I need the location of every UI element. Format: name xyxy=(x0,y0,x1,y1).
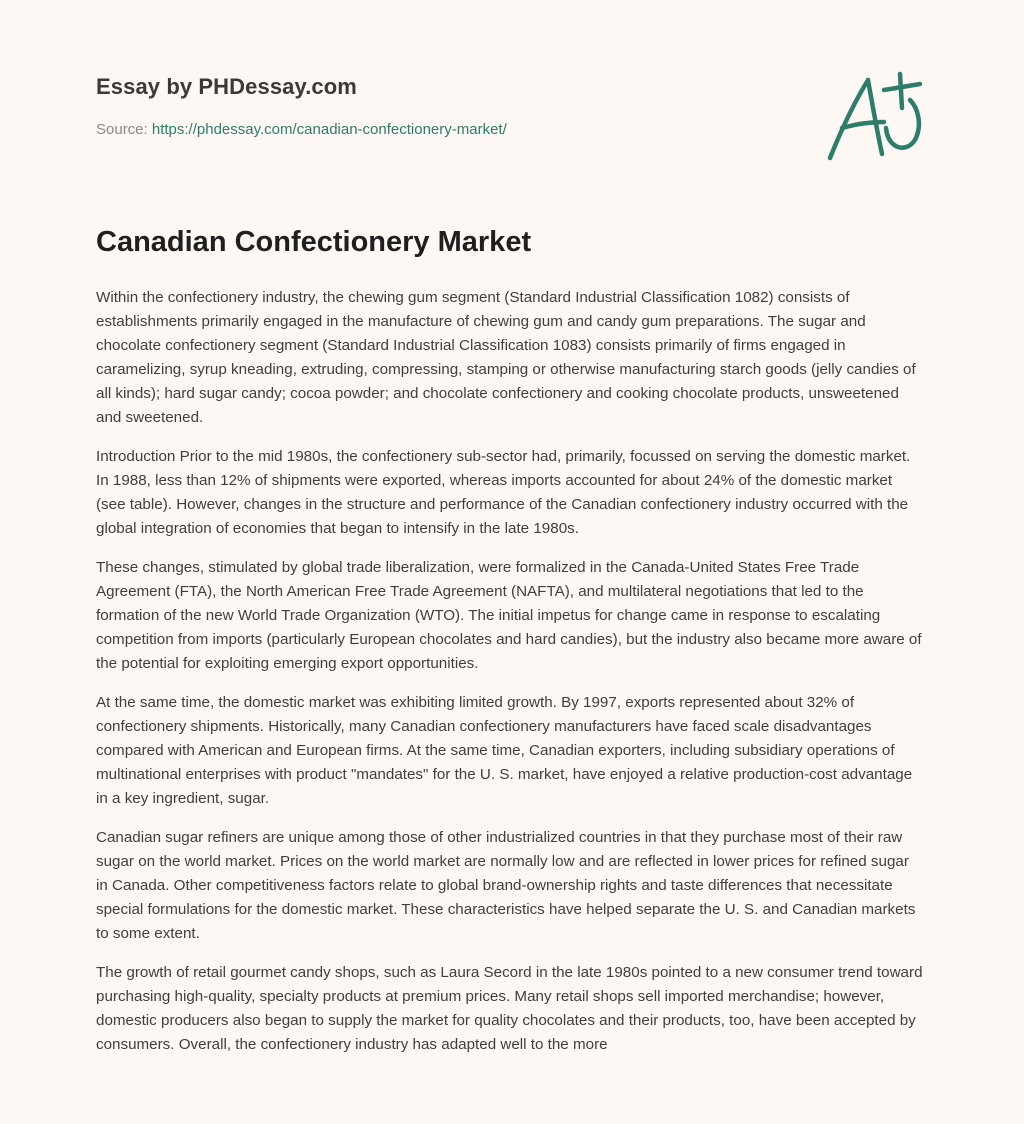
source-link[interactable]: https://phdessay.com/canadian-confectionery-market/ xyxy=(151,121,507,138)
essay-paragraph: Introduction Prior to the mid 1980s, the confectionery sub-sector had, primarily, focussed on serving the domestic market. In 1988, less than 12% of shipments were exported, whereas imports accounted for about 24% of the domestic market (see table). However, changes in the structure and performance of the Canadian confectionery industry occurred with the global integration of economies that began to intensify in the late 1980s. xyxy=(96,448,911,537)
source-label: Source: xyxy=(96,121,148,138)
source-line xyxy=(96,121,936,138)
essay-paragraph: Canadian sugar refiners are unique among those of other industrialized countries in that they purchase most of their raw sugar on the world market. Prices on the world market are normally low and are reflected in lower prices for refined sugar in Canada. Other competitiveness factors relate to global brand-ownership rights and taste differences that necessitate special formulations for the domestic market. These characteristics have helped separate the U. S. and Canadian markets to some extent. xyxy=(96,829,916,942)
a-plus-logo-icon xyxy=(822,68,928,164)
page-header xyxy=(96,74,936,138)
essay-body xyxy=(96,286,924,1072)
essay-paragraph: Within the confectionery industry, the chewing gum segment (Standard Industrial Classification 1082) consists of establishments primarily engaged in the manufacture of chewing gum and candy gum preparations. The sugar and chocolate confectionery segment (Standard Industrial Classification 1083) consists primarily of firms engaged in caramelizing, syrup kneading, extruding, compressing, stamping or otherwise manufacturing starch goods (jelly candies of all kinds); hard sugar candy; cocoa powder; and chocolate confectionery and cooking chocolate products, unsweetened and sweetened. xyxy=(96,289,916,426)
essay-title: Canadian Confectionery Market xyxy=(96,226,532,258)
essay-paragraph: These changes, stimulated by global trade liberalization, were formalized in the Canada-United States Free Trade Agreement (FTA), the North American Free Trade Agreement (NAFTA), and multilateral negotiations that led to the formation of the new World Trade Organization (WTO). The initial impetus for change came in response to escalating competition from imports (particularly European chocolates and hard candies), but the industry also became more aware of the potential for exploiting emerging export opportunities. xyxy=(96,559,922,672)
site-brand: Essay by PHDessay.com xyxy=(96,74,357,99)
essay-paragraph: The growth of retail gourmet candy shops, such as Laura Secord in the late 1980s pointed to a new consumer trend toward purchasing high-quality, specialty products at premium prices. Many retail shops sell imported merchandise; however, domestic producers also began to supply the market for quality chocolates and their products, too, have been accepted by consumers. Overall, the confectionery industry has adapted well to the more xyxy=(96,964,923,1053)
essay-paragraph: At the same time, the domestic market was exhibiting limited growth. By 1997, exports represented about 32% of confectionery shipments. Historically, many Canadian confectionery manufacturers have faced scale disadvantages compared with American and European firms. At the same time, Canadian exporters, including subsidiary operations of multinational enterprises with product "mandates" for the U. S. market, have enjoyed a relative production-cost advantage in a key ingredient, sugar. xyxy=(96,694,913,807)
